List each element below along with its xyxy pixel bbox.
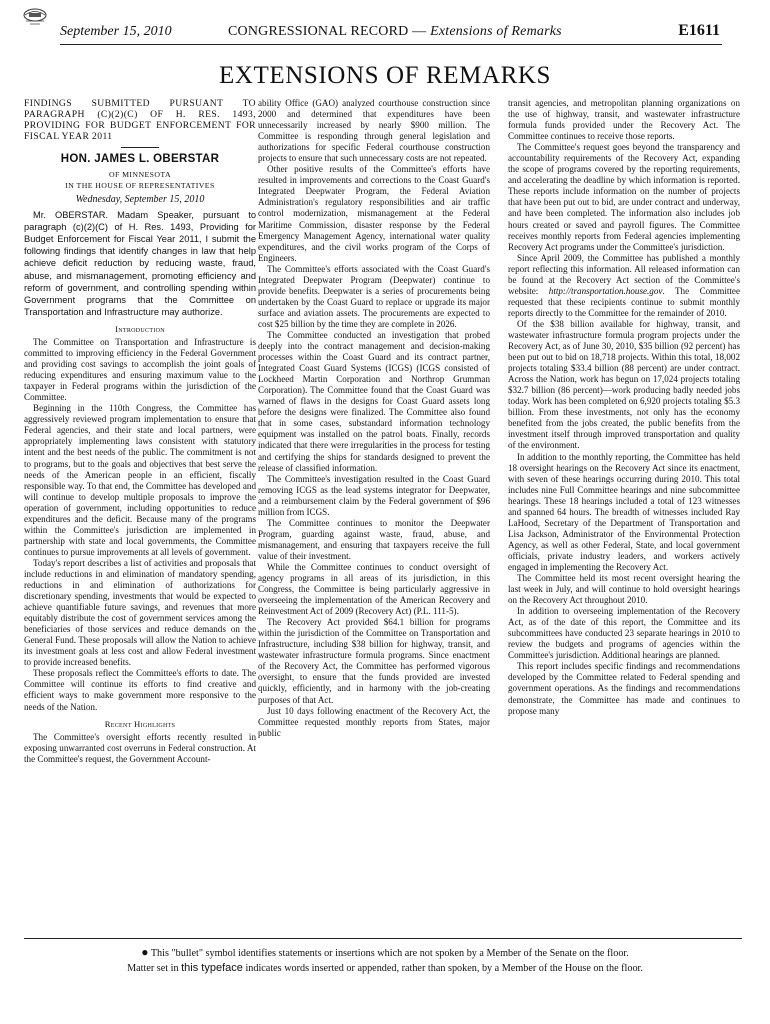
paragraph: Of the $38 billion available for highway, transit, and wastewater infrastructure formula program projects under the Recovery Act, as of June 30, 2010, $35 billion (92 percent) has been put out to bid on 18,718 projects. Within this total, 18,002 projects totaling $33.4 billion (88 percent) are under contract. Across the Nation, work has begun on 17,024 projects totaling $32.7 billion (86 percent)—work producing badly needed jobs today. Work has been completed on 6,920 projects totaling $5.3 billion. From these investments, not only has the economy benefited from the jobs created, the public benefits from the investment itself through improved transportation and quality of the environment.	[508, 318, 740, 451]
heading-introduction: Introduction	[115, 323, 165, 334]
column-2	[258, 98, 490, 936]
paragraph: The Committee's investigation resulted in the Coast Guard removing ICGS as the lead systems integrator for Deepwater, and a reimbursement claim by the Federal government of $96 million from ICGS.	[258, 473, 490, 517]
paragraph: Just 10 days following enactment of the Recovery Act, the Committee requested monthly reports from States, major public	[258, 705, 490, 738]
opening-statement: Mr. OBERSTAR. Madam Speaker, pursuant to paragraph (c)(2)(C) of H. Res. 1493, Providing for Budget Enforcement for Fiscal Year 2011, I submit the following findings that identify changes in law that help achieve deficit reduction by reducing waste, fraud, abuse, and mismanagement, promoting efficiency and reform of government, and controlling spending within Government programs that the Committee on Transportation and Infrastructure may authorize.	[24, 210, 256, 317]
footer-typeface-note	[0, 962, 770, 974]
page-header	[60, 22, 720, 44]
paragraph: In addition to the monthly reporting, the Committee has held 18 oversight hearings on the Recovery Act since its enactment, with seven of these hearings occurring during 2010. This total includes nine Full Committee hearings and nine subcommittee hearings. These 18 hearings included a total of 123 witnesses and spanned 64 hours. The breadth of witnesses included Ray LaHood, Secretary of the Department of Transportation and Lisa Jackson, Administrator of the Environmental Protection Agency, as well as other Federal, State, and local government officials, private industry leaders, and workers actively engaged in implementing the Recovery Act.	[508, 451, 740, 572]
paragraph	[508, 253, 740, 319]
main-title: EXTENSIONS OF REMARKS	[218, 62, 552, 89]
paragraph: transit agencies, and metropolitan planning organizations on the use of highway, transit, and wastewater infrastructure formula funds provided under the Recovery Act. The Committee continues to receive those reports.	[508, 98, 740, 142]
footer-rule	[24, 938, 742, 939]
chamber-line: IN THE HOUSE OF REPRESENTATIVES	[65, 181, 215, 191]
column-3	[508, 98, 740, 936]
speaker-name: HON. JAMES L. OBERSTAR	[60, 153, 220, 165]
remarks-date: Wednesday, September 15, 2010	[75, 194, 205, 206]
paragraph: These proposals reflect the Committee's efforts to date. The Committee will continue its efforts to find creative and efficient ways to make government more responsive to the needs of the Nation.	[24, 668, 256, 712]
speaker-state: OF MINNESOTA	[108, 170, 171, 180]
header-publication: CONGRESSIONAL RECORD	[228, 24, 409, 39]
footer-bullet-note	[0, 945, 770, 960]
paragraph: The Committee's efforts associated with the Coast Guard's Integrated Deepwater Program (Deepwater) continue to provide benefits. Deepwater is a series of procurements being undertaken by the Coast Guard to replace or upgrade its major surface and aviation assets. The procurements are expected to cost $25 billion by the time they are complete in 2026.	[258, 263, 490, 329]
header-title	[228, 24, 562, 40]
header-dash: —	[412, 24, 427, 39]
header-section: Extensions of Remarks	[430, 24, 562, 39]
paragraph: Today's report describes a list of activities and proposals that include reductions in and elimination of mandatory spending, reductions in and elimination of authorizations for discretionary spending, investments that would be expected to achieve quantifiable future savings, and revenues that more equitably distribute the cost of government services among the beneficiaries of those services and reduce demands on the General Fund. These proposals will allow the Nation to achieve its investment goals at less cost and allow Federal investment to provide increased benefits.	[24, 557, 256, 668]
paragraph-text: . The Committee requested that these recipients continue to submit monthly reports directly to the Committee for the remainder of 2010.	[508, 285, 740, 318]
header-rule	[60, 44, 722, 45]
paragraph: The Committee conducted an investigation that probed deeply into the contract management and decision-making processes within the Coast Guard and its contract partner, Integrated Coast Guard Systems (ICGS) (ICGS consisted of Lockheed Martin Corporation and Northrop Grumman Corporation). The Committee found that the Coast Guard was warned of flaws in the designs for Coast Guard assets long before the designs were finalized. The Committee also found that in some cases, substandard information technology equipment was installed on the patrol boats. Finally, records indicated that there were irregularities in the process for testing and certifying the ships for standards designed to prevent the release of classified information.	[258, 329, 490, 473]
committee-website-link[interactable]: http://transportation.house.gov	[548, 285, 663, 296]
bullet-icon: ●	[141, 945, 149, 959]
remarks-title: FINDINGS SUBMITTED PURSUANT TO PARAGRAPH (C)(2)(C) OF H. RES. 1493, PROVIDING FOR BUDGET ENFORCEMENT FOR FISCAL YEAR 2011	[24, 98, 256, 142]
header-page-number: E1611	[678, 22, 720, 39]
footer-typeface-sample: this typeface	[181, 962, 243, 974]
header-date: September 15, 2010	[60, 24, 172, 39]
paragraph: In addition to overseeing implementation of the Recovery Act, as of the date of this report, the Committee and its subcommittees have conducted 23 separate hearings in 2010 to review the budgets and programs of agencies within the Committee's jurisdiction. Additional hearings are planned.	[508, 606, 740, 661]
paragraph: This report includes specific findings and recommendations developed by the Committee related to Federal spending and government operations. As the findings and recommendations demonstrate, the Committee has made and continues to propose many	[508, 661, 740, 716]
paragraph: The Recovery Act provided $64.1 billion for programs within the jurisdiction of the Committee on Transportation and Infrastructure, including $38 billion for highway, transit, and wastewater infrastructure formula programs. Since enactment of the Recovery Act, the Committee has performed vigorous oversight, to ensure that the funds provided are invested quickly, efficiently, and in harmony with the job-creating purposes of that Act.	[258, 617, 490, 705]
printing-office-seal-icon	[20, 6, 50, 28]
paragraph: The Committee's request goes beyond the transparency and accountability requirements of the Recovery Act, expanding the scope of programs covered by the reporting requirements, and accelerating the deadline by which information is reported. These reports include information on the number of projects that have been put out to bid, are under contract and underway, and have been completed. The information also includes job hours created or saved and payroll figures. The Committee receives monthly reports from Federal agencies implementing Recovery Act programs under the Committee's jurisdiction.	[508, 142, 740, 252]
paragraph: The Committee on Transportation and Infrastructure is committed to improving efficiency in the Federal Government and providing cost savings to accomplish the joint goals of reducing expenditures and ensuring maximum value to the taxpayer in Federal programs within the jurisdiction of the Committee.	[24, 336, 256, 403]
paragraph: Beginning in the 110th Congress, the Committee has aggressively reviewed program implementation to ensure that Federal agencies, and their state and local partners, were appropriately implementing laws consistent with statutory intent and the best needs of the public. The commitment is not to programs, but to the goals and objectives that best serve the needs of the American people in an efficient, fiscally responsible way. To that end, the Committee has developed and will continue to develop multiple proposals to improve the operation of government, including opportunities to reduce expenditures and the deficit. Because many of the programs within the Committee's jurisdiction are implemented in partnership with state and local governments, the Committee continues to pursue improvements at all levels of government.	[24, 403, 256, 557]
paragraph-text: Since April 2009, the Committee has published a monthly report reflecting this information. All released information can be found at the Recovery Act section of the Committee's website:	[508, 252, 740, 296]
footer-line-2b: indicates words inserted or appended, rather than spoken, by a Member of the House on the floor.	[242, 963, 643, 974]
paragraph: While the Committee continues to conduct oversight of agency programs in all areas of its jurisdiction, in this Congress, the Committee is being particularly aggressive in overseeing the implementation of the American Recovery and Reinvestment Act of 2009 (Recovery Act) (P.L. 111-5).	[258, 561, 490, 617]
heading-recent-highlights: Recent Highlights	[104, 718, 176, 729]
paragraph: The Committee's oversight efforts recently resulted in exposing unwarranted cost overruns in Federal construction. At the Committee's request, the Government Account-	[24, 731, 256, 764]
footer-line-1: This "bullet" symbol identifies statements or insertions which are not spoken by a Member of the Senate on the floor.	[148, 948, 629, 959]
paragraph: The Committee held its most recent oversight hearing the last week in July, and will continue to hold oversight hearings on the Recovery Act throughout 2010.	[508, 573, 740, 606]
paragraph: The Committee continues to monitor the Deepwater Program, guarding against waste, fraud, abuse, and mismanagement, and ensuring that taxpayers receive the full value of their investment.	[258, 517, 490, 561]
paragraph: Other positive results of the Committee's efforts have resulted in improvements and corrections to the Coast Guard's Integrated Deepwater Program, the Federal Aviation Administration's regulatory responsibilities and air traffic control modernization, mismanagement at the Federal Maritime Commission, disaster response by the Federal Emergency Management Agency, international water quality expenditures, and the civil works program of the Corps of Engineers.	[258, 164, 490, 263]
column-1	[24, 98, 256, 936]
paragraph: ability Office (GAO) analyzed courthouse construction since 2000 and determined that expenditures have been unnecessarily increased by nearly $900 million. The Committee is responding through general legislation and authorizations for specific Federal courthouse construction projects to ensure that such unnecessary costs are not repeated.	[258, 98, 490, 164]
footer-line-2a: Matter set in	[127, 963, 182, 974]
title-divider	[121, 147, 159, 148]
